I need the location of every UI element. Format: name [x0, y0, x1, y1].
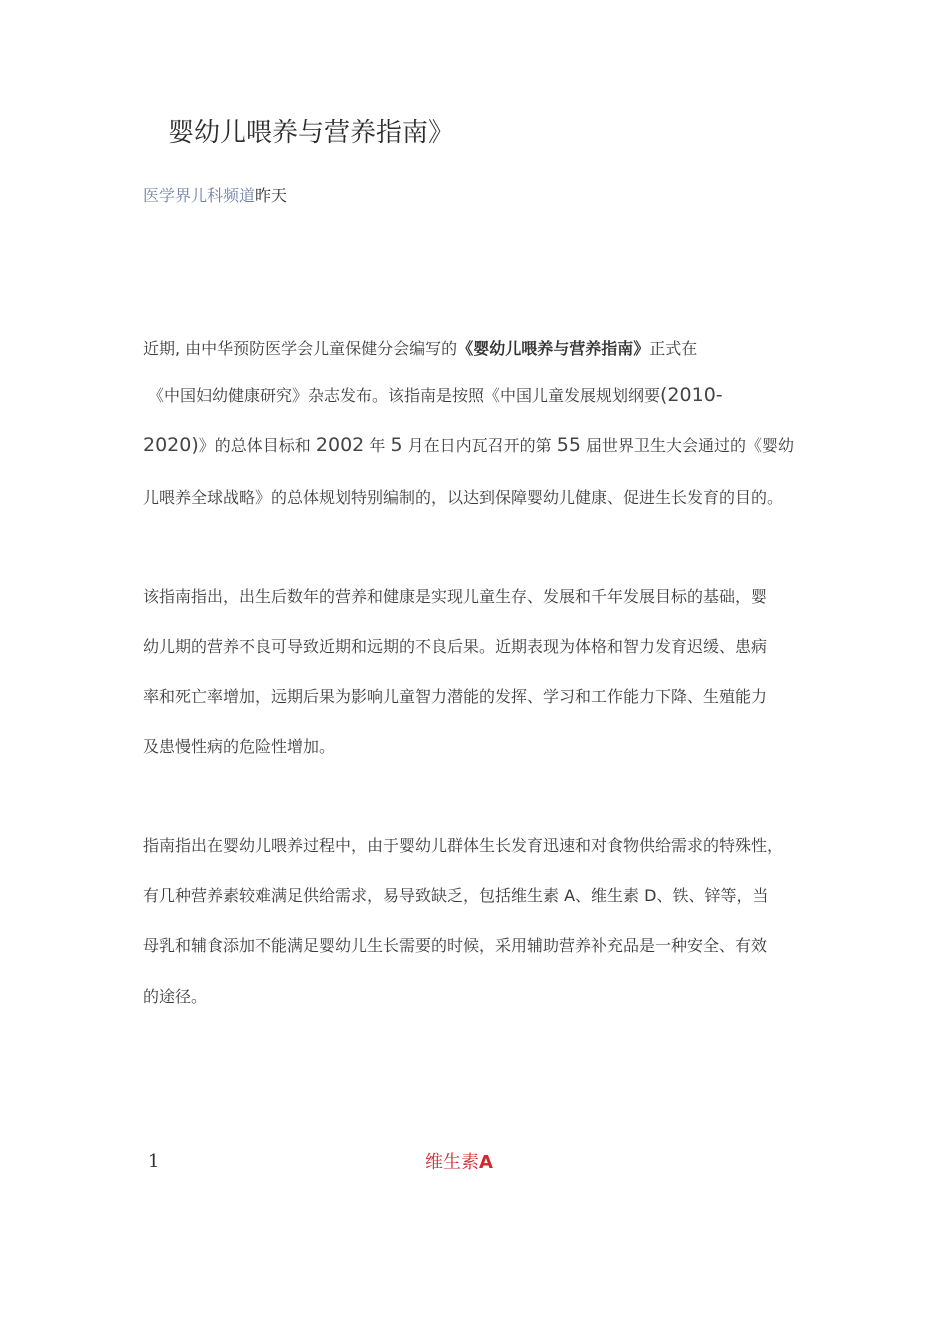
paragraph-3-line-1: 指南指出在婴幼儿喂养过程中，由于婴幼儿群体生长发育迅速和对食物供给需求的特殊性，	[143, 836, 784, 855]
paragraph-2-line-2: 幼儿期的营养不良可导致近期和远期的不良后果。近期表现为体格和智力发育迟缓、患病	[143, 637, 768, 656]
article-meta	[143, 183, 287, 206]
paragraph-1-line-3	[143, 433, 794, 456]
paragraph-1-line-2	[148, 383, 723, 406]
paragraph-3-line-3: 母乳和辅食添加不能满足婴幼儿生长需要的时候，采用辅助营养补充品是一种安全、有效	[143, 936, 768, 955]
paragraph-3-line-2: 有几种营养素较难满足供给需求，易导致缺乏，包括维生素 A、维生素 D、铁、锌等，当	[143, 886, 769, 905]
page-number: 1	[148, 1151, 160, 1172]
paragraph-1-line-4: 儿喂养全球战略》的总体规划特别编制的，以达到保障婴幼儿健康、促进生长发育的目的。	[143, 488, 784, 507]
text-span: 正式在	[649, 339, 698, 358]
text-span: 近期, 由中华预防医学会儿童保健分会编写的	[143, 339, 458, 358]
text-span: (2010-	[660, 384, 723, 406]
text-span: 2002	[315, 434, 365, 456]
paragraph-2-line-4: 及患慢性病的危险性增加。	[143, 737, 336, 756]
text-span: 月在日内瓦召开的第	[407, 436, 552, 455]
article-title: 婴幼儿喂养与营养指南》	[168, 118, 455, 148]
text-span: 》的总体目标和	[198, 436, 311, 455]
text-span: 《中国妇幼健康研究》杂志发布。该指南是按照《中国儿童发展规划纲要	[148, 386, 661, 405]
paragraph-3-line-4: 的途径。	[143, 987, 208, 1006]
text-span: 5	[390, 434, 403, 456]
text-span: 年	[369, 436, 386, 455]
source-link[interactable]: 医学界儿科频道	[143, 186, 256, 205]
text-span: 届世界卫生大会通过的《婴幼	[586, 436, 795, 455]
text-span: 55	[556, 434, 581, 456]
paragraph-1-line-1	[143, 336, 697, 359]
guide-title-bold: 《婴幼儿喂养与营养指南》	[457, 339, 650, 358]
publish-date: 昨天	[255, 186, 288, 205]
paragraph-2-line-1: 该指南指出，出生后数年的营养和健康是实现儿童生存、发展和千年发展目标的基础，婴	[143, 587, 768, 606]
section-heading-vitamin-a	[425, 1148, 493, 1174]
section-heading-text: 维生素	[425, 1152, 479, 1173]
section-heading-letter: A	[479, 1152, 493, 1173]
paragraph-2-line-3: 率和死亡率增加，远期后果为影响儿童智力潜能的发挥、学习和工作能力下降、生殖能力	[143, 687, 768, 706]
text-span: 2020)	[143, 434, 199, 456]
